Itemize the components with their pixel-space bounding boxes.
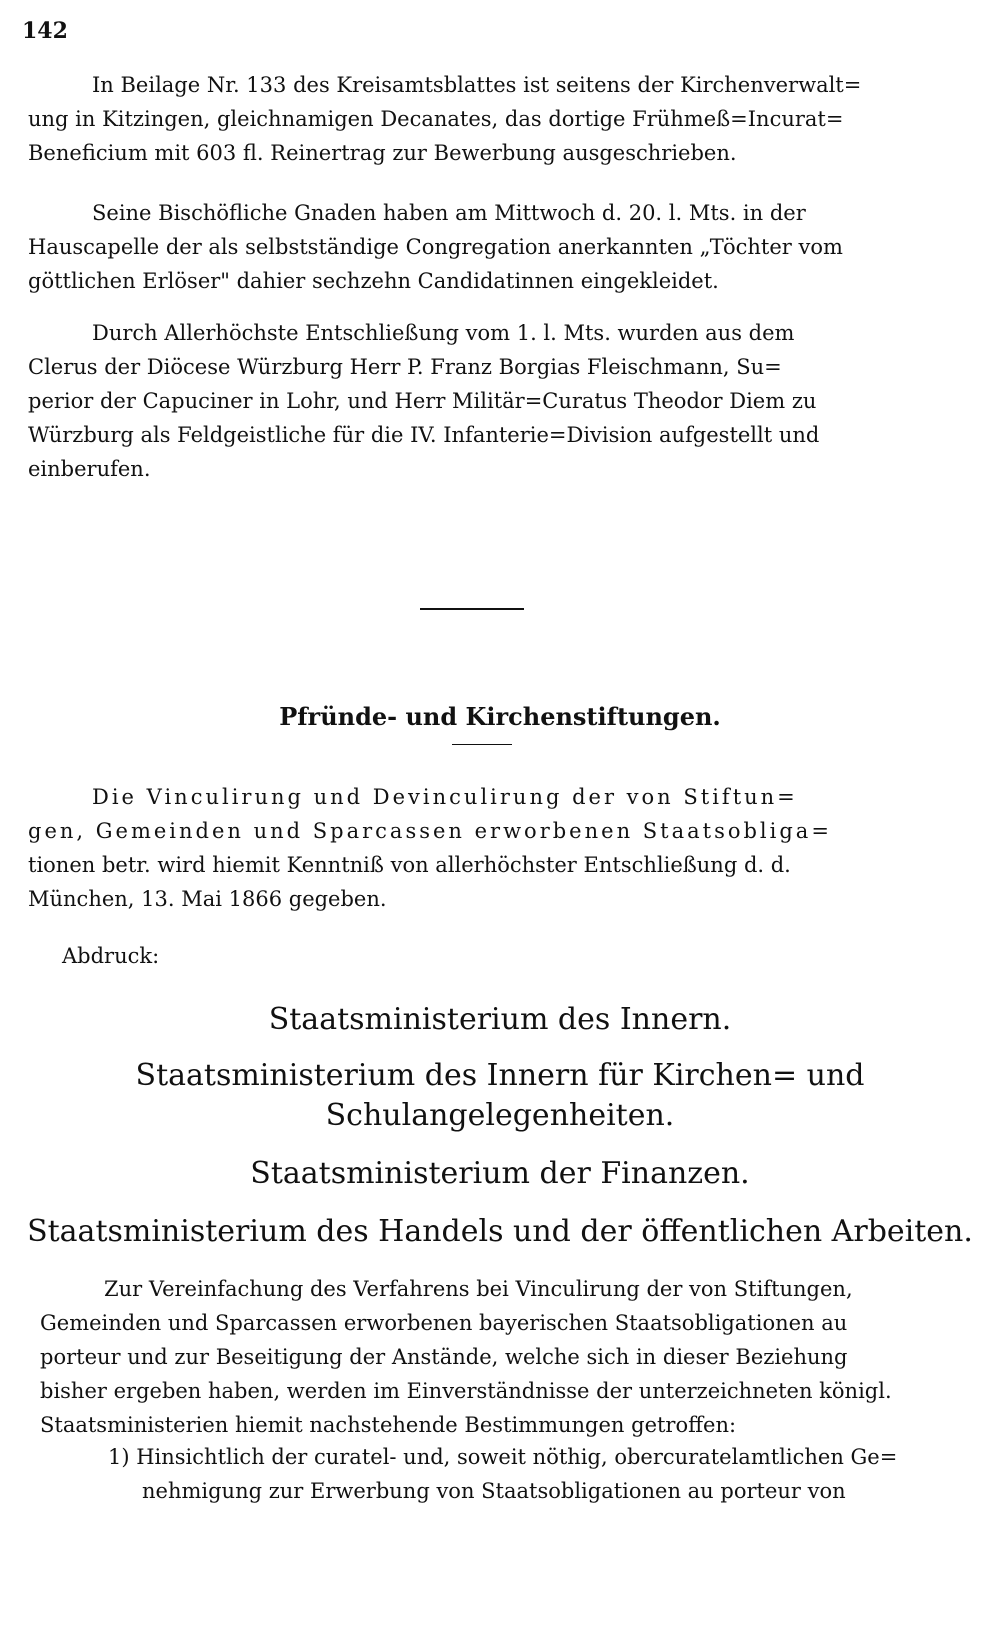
paragraph-beilage	[28, 68, 966, 170]
text-line: München, 13. Mai 1866 gegeben.	[28, 887, 387, 911]
text-line: gen, Gemeinden und Sparcassen erworbenen Staatsobliga=	[28, 819, 832, 843]
text-line: Hauscapelle der als selbstständige Congregation anerkannten „Töchter vom	[28, 235, 843, 259]
ministry-line: Staatsministerium des Handels und der öffentlichen Arbeiten.	[27, 1214, 973, 1249]
text-line: Gemeinden und Sparcassen erworbenen bayerischen Staatsobligationen au	[40, 1311, 848, 1335]
numbered-item-1	[108, 1440, 966, 1508]
abdruck-label: Abdruck:	[62, 944, 160, 968]
text-line: In Beilage Nr. 133 des Kreisamtsblattes ist seitens der Kirchenverwalt=	[92, 73, 862, 97]
paragraph-vereinfachung	[40, 1272, 966, 1442]
paragraph-einkleidung	[28, 196, 966, 298]
ministry-line: Staatsministerium der Finanzen.	[250, 1156, 750, 1191]
section-heading: Pfründe- und Kirchenstiftungen.	[279, 702, 721, 731]
heading-underline	[452, 744, 512, 745]
ministry-line: Staatsministerium des Innern für Kirchen= und	[135, 1058, 865, 1093]
text-line: Seine Bischöfliche Gnaden haben am Mittwoch d. 20. l. Mts. in der	[92, 201, 806, 225]
text-line: 1) Hinsichtlich der curatel- und, soweit nöthig, obercuratelamtlichen Ge=	[108, 1445, 898, 1469]
text-line: Beneficium mit 603 fl. Reinertrag zur Bewerbung ausgeschrieben.	[28, 141, 737, 165]
text-line: Zur Vereinfachung des Verfahrens bei Vinculirung der von Stiftungen,	[104, 1277, 853, 1301]
text-line: Würzburg als Feldgeistliche für die IV. Infanterie=Division aufgestellt und	[28, 423, 820, 447]
text-line: porteur und zur Beseitigung der Anstände, welche sich in dieser Beziehung	[40, 1345, 848, 1369]
text-line: tionen betr. wird hiemit Kenntniß von allerhöchster Entschließung d. d.	[28, 853, 791, 877]
text-line: bisher ergeben haben, werden im Einverständnisse der unterzeichneten königl.	[40, 1379, 892, 1403]
text-line: nehmigung zur Erwerbung von Staatsobligationen au porteur von	[142, 1479, 846, 1503]
ministry-line: Schulangelegenheiten.	[325, 1098, 675, 1133]
paragraph-vinculirung	[28, 780, 966, 916]
text-line: Staatsministerien hiemit nachstehende Bestimmungen getroffen:	[40, 1413, 737, 1437]
paragraph-feldgeistliche	[28, 316, 966, 486]
text-line: Durch Allerhöchste Entschließung vom 1. l. Mts. wurden aus dem	[92, 321, 795, 345]
section-divider	[420, 608, 524, 610]
text-line: Die Vinculirung und Devinculirung der von Stiftun=	[92, 785, 798, 809]
text-line: perior der Capuciner in Lohr, und Herr Militär=Curatus Theodor Diem zu	[28, 389, 817, 413]
text-line: Clerus der Diöcese Würzburg Herr P. Franz Borgias Fleischmann, Su=	[28, 355, 782, 379]
page-number: 142	[22, 18, 68, 44]
text-line: ung in Kitzingen, gleichnamigen Decanates, das dortige Frühmeß=Incurat=	[28, 107, 844, 131]
text-line: einberufen.	[28, 457, 151, 481]
text-line: göttlichen Erlöser" dahier sechzehn Candidatinnen eingekleidet.	[28, 269, 719, 293]
ministry-line: Staatsministerium des Innern.	[268, 1002, 732, 1037]
